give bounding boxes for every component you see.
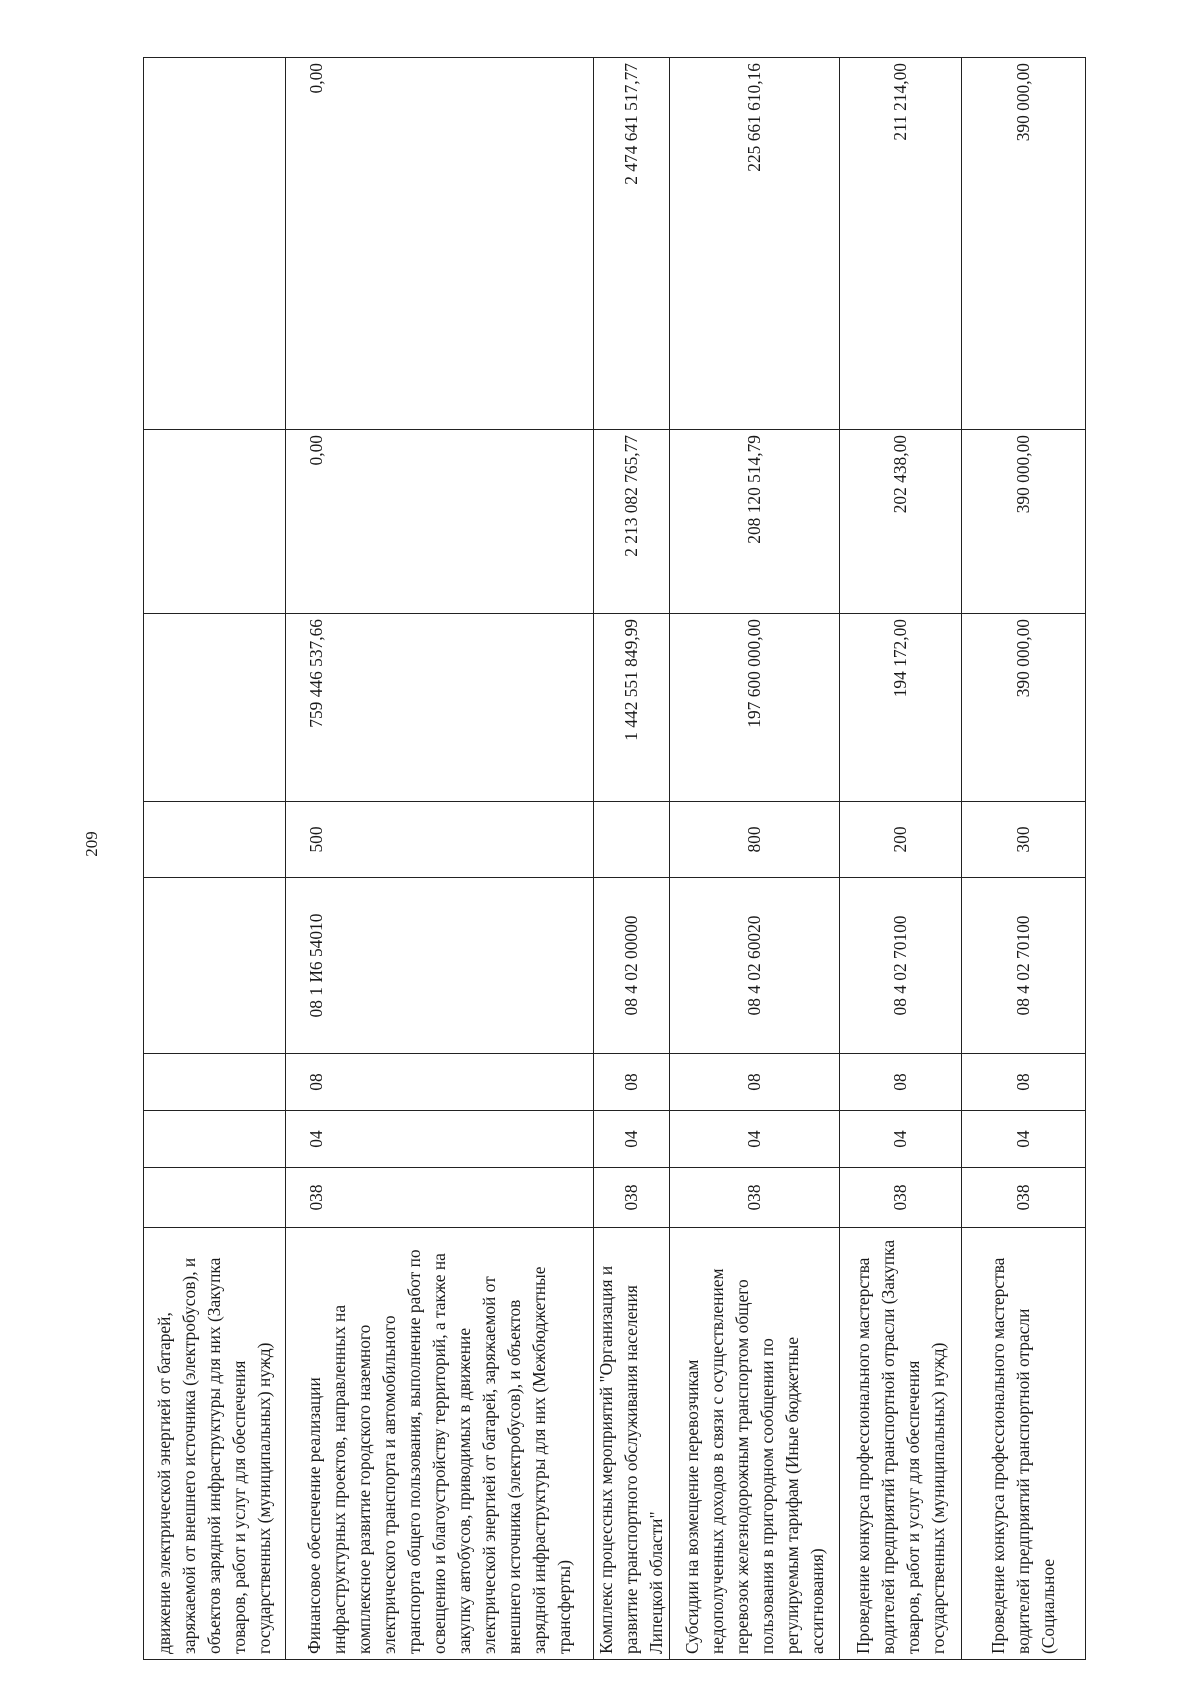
rotated-table-wrapper	[143, 58, 1085, 1660]
target-code	[144, 878, 286, 1054]
amount-year-2: 390 000,00	[962, 430, 1086, 614]
amount-year-2	[144, 430, 286, 614]
amount-year-1: 197 600 000,00	[670, 614, 840, 802]
amount-year-3: 211 214,00	[840, 58, 962, 430]
admin-code: 038	[670, 1168, 840, 1228]
budget-table	[143, 57, 1086, 1660]
amount-year-2: 2 213 082 765,77	[594, 430, 670, 614]
table-row	[594, 58, 670, 1660]
table-row	[144, 58, 286, 1660]
section-code: 04	[594, 1111, 670, 1168]
expense-type-code: 500	[286, 802, 594, 878]
table-row	[286, 58, 594, 1660]
subsection-code: 08	[962, 1054, 1086, 1111]
admin-code	[144, 1168, 286, 1228]
page-number: 209	[82, 831, 101, 857]
section-code: 04	[670, 1111, 840, 1168]
section-code	[144, 1111, 286, 1168]
subsection-code: 08	[840, 1054, 962, 1111]
row-name: Комплекс процессных мероприятий "Организация и развитие транспортного обслуживания населения Липецкой области"	[594, 1228, 670, 1660]
row-name: Проведение конкурса профессионального мастерства водителей предприятий транспортной отрасли (Социальное	[962, 1228, 1086, 1660]
table-row	[962, 58, 1086, 1660]
expense-type-code: 200	[840, 802, 962, 878]
subsection-code: 08	[670, 1054, 840, 1111]
target-code: 08 4 02 70100	[962, 878, 1086, 1054]
amount-year-3: 0,00	[286, 58, 594, 430]
admin-code: 038	[840, 1168, 962, 1228]
target-code: 08 4 02 00000	[594, 878, 670, 1054]
table-row	[840, 58, 962, 1660]
target-code: 08 4 02 70100	[840, 878, 962, 1054]
amount-year-3	[144, 58, 286, 430]
amount-year-3: 2 474 641 517,77	[594, 58, 670, 430]
subsection-code: 08	[286, 1054, 594, 1111]
subsection-code: 08	[594, 1054, 670, 1111]
admin-code: 038	[962, 1168, 1086, 1228]
amount-year-2: 202 438,00	[840, 430, 962, 614]
amount-year-1: 390 000,00	[962, 614, 1086, 802]
amount-year-1: 759 446 537,66	[286, 614, 594, 802]
amount-year-1: 194 172,00	[840, 614, 962, 802]
target-code: 08 4 02 60020	[670, 878, 840, 1054]
row-name: Проведение конкурса профессионального мастерства водителей предприятий транспортной отрасли (Закупка товаров, работ и услуг для обеспечения государственных (муниципальных) нужд)	[840, 1228, 962, 1660]
expense-type-code	[144, 802, 286, 878]
amount-year-1: 1 442 551 849,99	[594, 614, 670, 802]
amount-year-3: 225 661 610,16	[670, 58, 840, 430]
row-name: Субсидии на возмещение перевозчикам недополученных доходов в связи с осуществлением перевозок железнодорожным транспортом общего пользования в пригородном сообщении по регулируемым тарифам (Иные бюджетные ассигнования)	[670, 1228, 840, 1660]
row-name: движение электрической энергией от батарей, заряжаемой от внешнего источника (электробусов), и объектов зарядной инфраструктуры для них (Закупка товаров, работ и услуг для обеспечения государственных (муниципальных) нужд)	[144, 1228, 286, 1660]
amount-year-1	[144, 614, 286, 802]
admin-code: 038	[286, 1168, 594, 1228]
expense-type-code	[594, 802, 670, 878]
section-code: 04	[840, 1111, 962, 1168]
subsection-code	[144, 1054, 286, 1111]
target-code: 08 1 И6 54010	[286, 878, 594, 1054]
section-code: 04	[286, 1111, 594, 1168]
amount-year-3: 390 000,00	[962, 58, 1086, 430]
expense-type-code: 800	[670, 802, 840, 878]
expense-type-code: 300	[962, 802, 1086, 878]
section-code: 04	[962, 1111, 1086, 1168]
amount-year-2: 208 120 514,79	[670, 430, 840, 614]
table-row	[670, 58, 840, 1660]
row-name: Финансовое обеспечение реализации инфраструктурных проектов, направленных на комплексное развитие городского наземного электрического транспорта и автомобильного транспорта общего пользования, выполнение работ по освещению и благоустройству территорий, а также на закупку автобусов, приводимых в движение электрической энергией от батарей, заряжаемой от внешнего источника (электробусов), и объектов зарядной инфраструктуры для них (Межбюджетные трансферты)	[286, 1228, 594, 1660]
admin-code: 038	[594, 1168, 670, 1228]
amount-year-2: 0,00	[286, 430, 594, 614]
